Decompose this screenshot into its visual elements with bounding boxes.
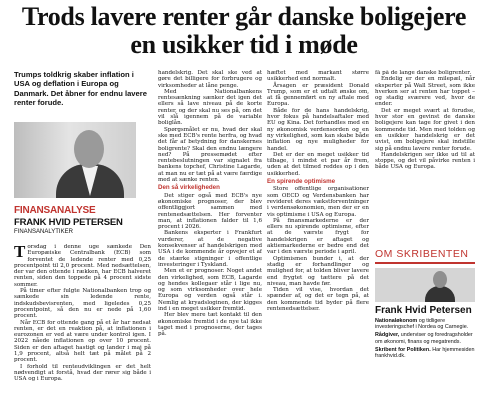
body-paragraph xyxy=(158,89,262,127)
about-author-photo xyxy=(375,268,475,302)
body-paragraph xyxy=(267,218,369,256)
body-paragraph xyxy=(158,268,262,312)
article-column-2 xyxy=(158,70,262,406)
article-column-4 xyxy=(375,70,475,242)
paragraph-text: orsdag i denne uge sænkede Den Europæiske Centralbank (ECB) som forventet de ledende renter med 0,25 procentpoint til 2,0 procent. Med nedsættelsen, der var den ottende i rækken, har ECB halveret renten, siden den toppede på 4 procent sidste sommer. xyxy=(14,244,151,288)
paragraph-text: Når ECB for ottende gang på et år har nedsat renten, er det en reaktion på, at inflationen i eurozonen er ved at være under kontrol igen. I 2022 nåede inflationen op over 10 procent. Siden er den aftaget hastigt og lander i maj på 1,9 procent, altså helt tæt på målet på 2 procent. xyxy=(14,319,151,364)
paragraph-text: få på de lange danske boligrenter. xyxy=(375,70,472,76)
paragraph-text: På finansmarkederne er der ellers nu spirende optimisme, efter at de værste frygt for handelskrigen er aftaget og aktiemarkederne er bedre end det var i den værste periode i april. xyxy=(267,217,369,256)
paragraph-text: Det stiger også med ECB's nye økonomiske prognoser, der blev offentliggjort sammen med rentenedsættelsen. Her forventer man, at inflationen falder til 1,6 procent i 2026. xyxy=(158,192,262,231)
body-paragraph xyxy=(14,244,151,288)
paragraph-text: Bankens eksperter i Frankfurt vurderer, at de negative konsekvenser af handelskrigen med USA i de kommende år opvejer et af de stærke stigninger i offentlige investeringer i Tyskland. xyxy=(158,230,262,268)
body-paragraph xyxy=(158,127,262,184)
paragraph-text: Optimismen bunder i, at der stadig er forhandlinger og mulighed for, at tolden bliver lavere end frygtet og tættere på det niveau, man havde før. xyxy=(267,255,369,287)
about-bio-text: og tidligere investeringschef i Nordea og Carnegie. xyxy=(375,318,469,331)
paragraph-text: Både for de hans handelskrig, hvor fokus på handelsaftaler med EU og Kina. Det forhandles med en ny økonomisk verdensorden og en ny virkelighed, som kan skabe både inflation og nye muligheder for handel. xyxy=(267,107,369,152)
body-paragraph xyxy=(158,70,262,89)
body-paragraph xyxy=(267,256,369,287)
lead-paragraph: Trumps toldkrig skaber inflation i USA og deflation i Europa og Danmark. Det åbner for endnu lavere renter forude. xyxy=(14,70,147,108)
about-bio-line xyxy=(375,347,475,359)
about-author-name: Frank Hvid Petersen xyxy=(375,305,472,316)
body-paragraph xyxy=(267,108,369,152)
about-bio-lead: Rådgiver, xyxy=(375,332,400,339)
body-paragraph xyxy=(267,83,369,108)
body-paragraph xyxy=(267,152,369,177)
paragraph-text: På timer efter fulgte Nationalbanken trop og sænkede sin ledende rente, indskudsbevisrenten, med ligeledes 0,25 procentpoint, så den nu er nede på 1,60 procent. xyxy=(14,288,151,320)
paragraph-text: Det er der en meget usikker tid tilbage, i mindst et par år frem, uden at det tilmed reddes op i den usikkerhed. xyxy=(267,151,369,177)
body-paragraph xyxy=(14,364,151,383)
body-paragraph xyxy=(158,312,262,337)
paragraph-text: Handelskrigen ser ikke ud til at stoppe, og det vil påvirke renten i både USA og Europa. xyxy=(375,151,475,171)
paragraph-text: Store offentlige organisationer som OECD og Verdensbanken har revideret deres vækstforventninger i verdensøkonomien, men der er en vis optimisme i USA og Europa. xyxy=(267,186,369,218)
about-title: OM SKRIBENTEN xyxy=(375,248,475,264)
photo-caption-role: FINANSANALYTIKER xyxy=(14,229,73,235)
body-paragraph xyxy=(158,193,262,231)
about-bio-lead: Skribent for Politiken. xyxy=(375,346,431,353)
about-bio-text: underviser og foredragsholder om økonomi, finans og megatrends. xyxy=(375,332,473,345)
about-bio-text: Har hjemmesiden frankhvid.dk. xyxy=(375,346,475,360)
paragraph-text: Her blev mere tæt kontakt til den økonomiske fremtid i de nye tal ikke taget med i prognoserne, der tages på. xyxy=(158,312,262,338)
paragraph-text: Spørgsmålet er nu, hvad der skal ske med ECB's rente herfra, og hvad det får af betydning for danskernes boligrente? Skal den endnu længere ned? På pressemødet efter rentebeslutningen var signalet fra bankens topchef, Christine Lagarde, at man nu er tæt på at være færdige med at sænke renten. xyxy=(158,126,262,184)
article-column-1 xyxy=(14,244,151,404)
article-column-3 xyxy=(267,70,369,406)
body-paragraph xyxy=(375,152,475,171)
body-paragraph xyxy=(158,230,262,268)
about-bio-lead: Nationaløkonom xyxy=(375,318,418,324)
paragraph-text: Tiden vil vise, hvordan det spænder af, og det er tegn på, at den kommende tid byder på flere rentenedsættelser. xyxy=(267,287,369,312)
paragraph-text: Årsagen er præsident Donald Trump, som er et udtalt ønske om, at få gennemført en ny aftale med Europa. xyxy=(267,82,369,108)
body-paragraph xyxy=(267,70,369,83)
about-author-box xyxy=(375,248,475,361)
subheading: Den så virkeligheden xyxy=(158,184,220,192)
paragraph-text: Med Nationalbankens rentesænkning sænker det igen det ellers så lave niveau på de korte renter, og der skal nu ses på, om det vil slå igennem på de variable boliglån. xyxy=(158,88,262,127)
body-paragraph xyxy=(375,76,475,107)
paragraph-text: I forhold til renteudviklingen er det helt nødvendigt at forstå, hvad der rører sig både i USA og i Europa. xyxy=(14,363,151,383)
photo-caption-name: FRANK HVID PETERSEN xyxy=(14,217,123,228)
body-paragraph xyxy=(267,287,369,312)
about-author-bio xyxy=(375,318,475,359)
paragraph-text: Endelig er der en milepæl, når eksperter på Wall Street, som ikke hverken ser at renten har toppet – og stadig sværere ved, hvor de ender. xyxy=(375,76,475,108)
drop-cap: T xyxy=(14,244,26,261)
about-bio-line xyxy=(375,318,475,330)
about-bio-line xyxy=(375,332,475,344)
headline: Trods lavere renter går danske boligejere en usikker tid i møde xyxy=(21,2,467,59)
paragraph-text: hæftet med markant større usikkerhed end normalt. xyxy=(267,70,369,83)
paragraph-text: handelskrig. Det skal ske ved at gøre det billigere for forbrugere og virksomheder at låne penge. xyxy=(158,70,262,89)
body-paragraph xyxy=(14,320,151,364)
subheading: En spirende optimisme xyxy=(267,178,336,186)
body-paragraph xyxy=(375,108,475,152)
paragraph-text: Men et er prognoser. Noget andet den virkelighed, som ECB, Lagarde og hendes kollegaer står i lige nu, og som virksomheder over hele Europa og verden også står i. Nemlig at kryadsloginen, der kigges ind i en meget usikker fremtid. xyxy=(158,268,262,312)
body-paragraph xyxy=(267,186,369,217)
author-photo xyxy=(14,122,136,198)
body-paragraph xyxy=(14,288,151,319)
photo-caption-kicker: FINANSANALYSE xyxy=(14,205,96,216)
paragraph-text: Det er meget svært at forudse, hvor stor en gevinst de danske boligejere kan tage for givet i den kommende tid. Men med tolden og en usikker handelskrig er det uvist, om boligejere skal indstille sig på endnu lavere renter forude. xyxy=(375,107,475,152)
